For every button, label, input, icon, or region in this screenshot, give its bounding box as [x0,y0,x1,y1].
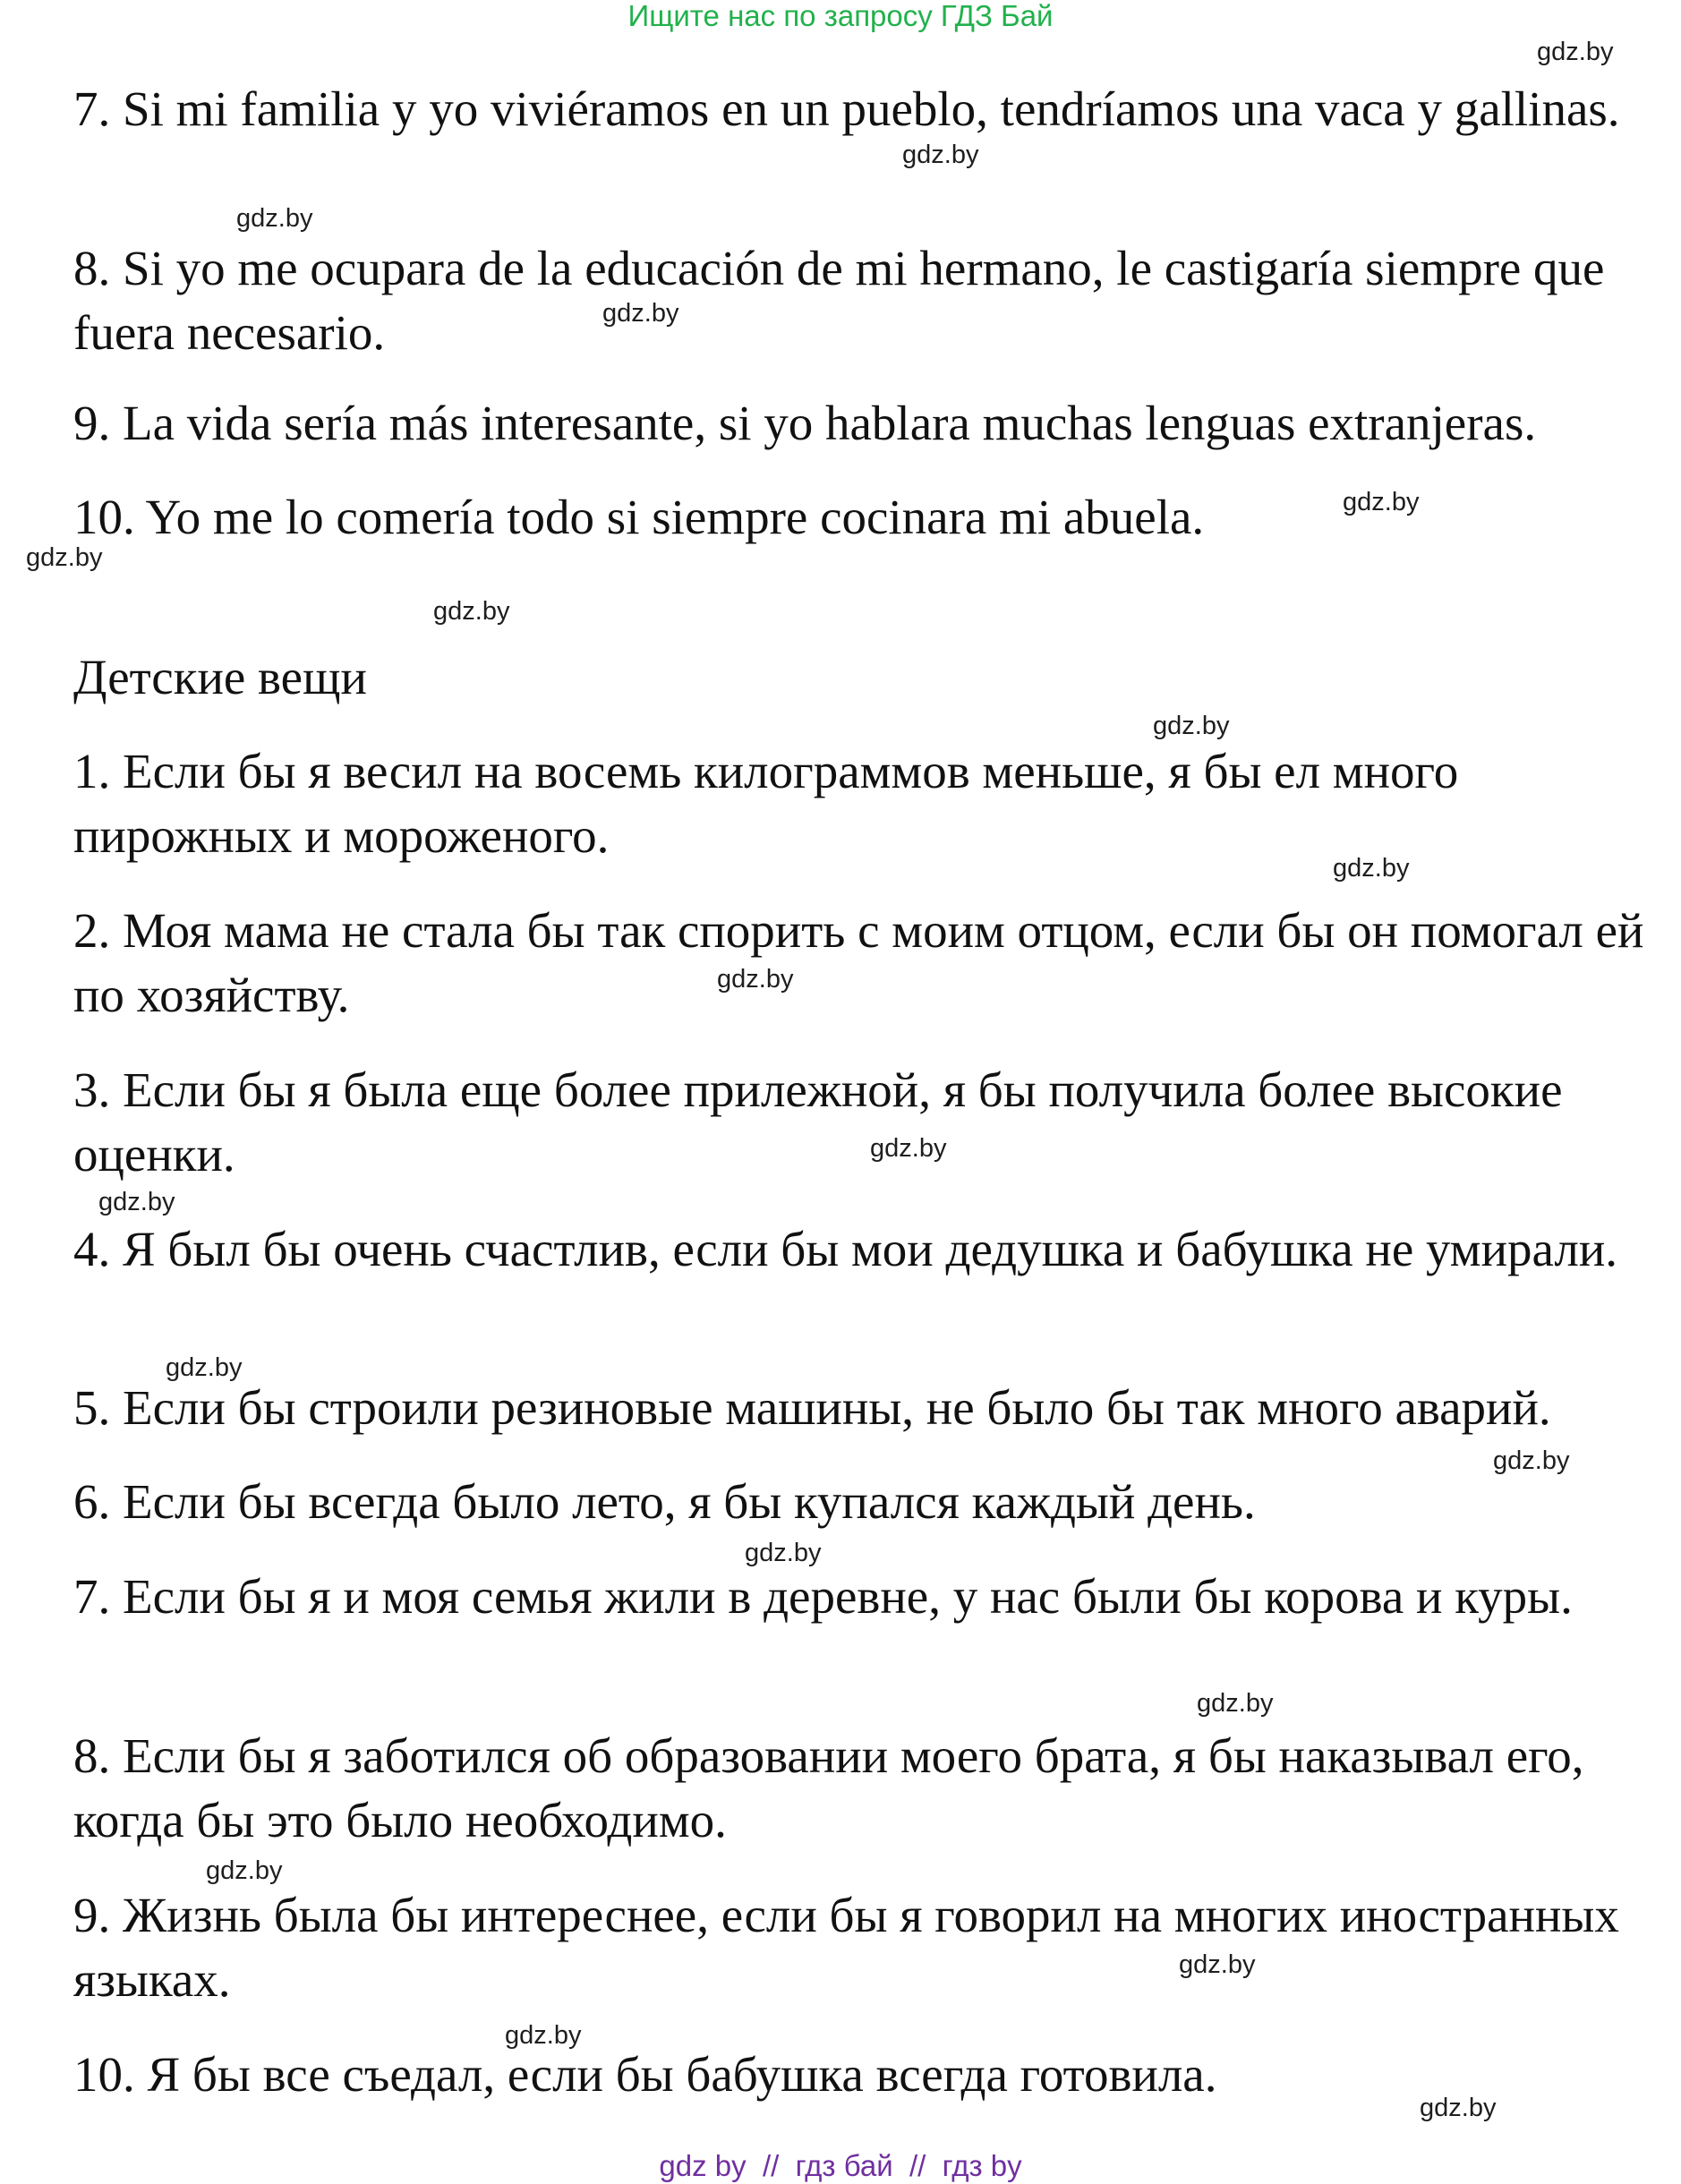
watermark: gdz.by [1537,38,1614,66]
site-header-banner: Ищите нас по запросу ГДЗ Бай [627,0,1054,32]
watermark: gdz.by [98,1188,175,1216]
watermark: gdz.by [236,204,313,233]
russian-sentence-9: 9. Жизнь была бы интереснее, если бы я говорил на многих иностранных языках. [73,1888,1619,2007]
watermark: gdz.by [433,597,510,626]
spanish-sentence-10: 10. Yo me lo comería todo si siempre cocinara mi abuela. [73,490,1205,544]
watermark: gdz.by [206,1856,283,1885]
site-footer-links: gdz by // гдз бай // гдз by [659,2149,1022,2182]
watermark: gdz.by [1343,488,1420,516]
russian-sentence-5: 5. Если бы строили резиновые машины, не было бы так много аварий. [73,1380,1551,1435]
watermark: gdz.by [602,299,679,328]
watermark: gdz.by [1493,1446,1570,1475]
spanish-sentence-7: 7. Si mi familia y yo viviéramos en un pueblo, tendríamos una vaca y gallinas. [73,81,1620,136]
russian-sentence-7: 7. Если бы я и моя семья жили в деревне, у нас были бы корова и куры. [73,1569,1573,1624]
spanish-sentence-8: 8. Si yo me ocupara de la educación de mi hermano, le castigaría siempre que fuera necesario. [73,241,1605,360]
russian-sentence-8: 8. Если бы я заботился об образовании моего брата, я бы наказывал его, когда бы это было необходимо. [73,1728,1584,1847]
watermark: gdz.by [745,1539,822,1567]
russian-sentence-6: 6. Если бы всегда было лето, я бы купался каждый день. [73,1474,1256,1529]
russian-sentence-10: 10. Я бы все съедал, если бы бабушка всегда готовила. [73,2047,1217,2102]
russian-sentence-2: 2. Моя мама не стала бы так спорить с моим отцом, если бы он помогал ей по хозяйству. [73,903,1644,1022]
watermark: gdz.by [26,543,103,572]
watermark: gdz.by [1179,1950,1256,1979]
watermark: gdz.by [505,2021,582,2050]
watermark: gdz.by [1420,2094,1497,2122]
section-title: Детские вещи [73,650,367,704]
watermark: gdz.by [902,141,979,169]
watermark: gdz.by [717,965,794,994]
watermark: gdz.by [1333,854,1410,883]
watermark: gdz.by [870,1134,947,1163]
russian-sentence-3: 3. Если бы я была еще более прилежной, я бы получила более высокие оценки. [73,1062,1563,1182]
spanish-sentence-9: 9. La vida sería más interesante, si yo hablara muchas lenguas extranjeras. [73,396,1537,450]
russian-sentence-1: 1. Если бы я весил на восемь килограммов меньше, я бы ел много пирожных и мороженого. [73,744,1459,863]
watermark: gdz.by [1153,712,1230,740]
watermark: gdz.by [166,1353,243,1382]
watermark: gdz.by [1197,1689,1274,1718]
russian-sentence-4: 4. Я был бы очень счастлив, если бы мои дедушка и бабушка не умирали. [73,1222,1618,1276]
